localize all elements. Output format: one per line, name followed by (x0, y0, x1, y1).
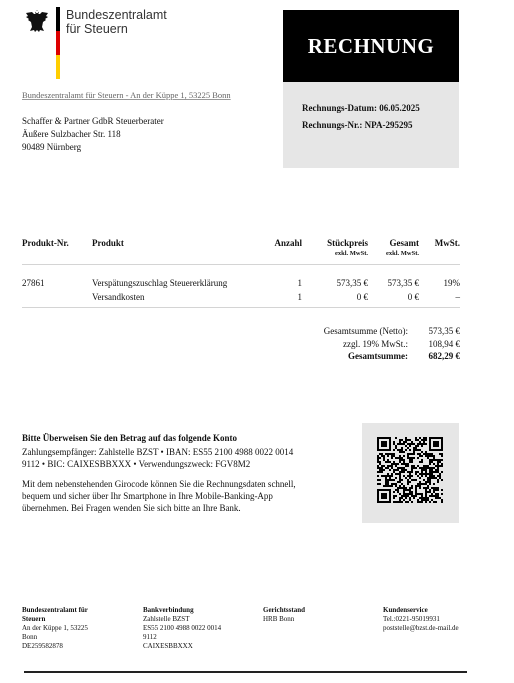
footer-address-title-1: Bundeszentralamt für (22, 606, 88, 614)
organization-name (66, 8, 167, 36)
row1-qty: 1 (297, 278, 302, 288)
row2-unit-price: 0 € (356, 292, 368, 302)
net-total-value: 573,35 € (428, 326, 460, 336)
recipient-line-2: Äußere Sulzbacher Str. 118 (22, 129, 121, 139)
row2-product: Versandkosten (92, 292, 145, 302)
row1-total: 573,35 € (387, 278, 419, 288)
footer-address-line-1: An der Küppe 1, 53225 (22, 624, 88, 632)
girocode-info-line-2: bequem und sicher über Ihr Smartphone in Ihre Mobile-Banking-App (22, 491, 273, 501)
invoice-number: Rechnungs-Nr.: NPA-295295 (302, 120, 413, 130)
gross-total-value: 682,29 € (428, 351, 460, 361)
row1-vat: 19% (443, 278, 460, 288)
girocode-info-line-1: Mit dem nebenstehenden Girocode können Sie die Rechnungsdaten schnell, (22, 479, 296, 489)
footer-court (263, 606, 305, 624)
row2-total: 0 € (407, 292, 419, 302)
footer-service (383, 606, 459, 633)
girocode-info-line-3: übernehmen. Bei Fragen wenden Sie sich bitte an Ihre Bank. (22, 503, 241, 513)
table-bottom-divider (22, 307, 460, 308)
row1-product-nr: 27861 (22, 278, 45, 288)
footer-bank (143, 606, 221, 651)
footer-court-line-1: HRB Bonn (263, 615, 295, 623)
qr-modules (377, 437, 443, 503)
recipient-address (22, 115, 164, 154)
footer-court-title: Gerichtsstand (263, 606, 305, 614)
invoice-title-box (283, 10, 459, 82)
footer-service-email: poststelle@bzst.de-mail.de (383, 624, 459, 632)
row1-product: Verspätungszuschlag Steuererklärung (92, 278, 228, 288)
org-line-2: für Steuern (66, 22, 128, 36)
col-header-total-sub: exkl. MwSt. (385, 250, 419, 257)
col-header-qty: Anzahl (274, 238, 302, 248)
sender-line: Bundeszentralamt für Steuern - An der Küppe 1, 53225 Bonn (22, 90, 231, 100)
invoice-date: Rechnungs-Datum: 06.05.2025 (302, 103, 420, 113)
footer-bank-line-2: ES55 2100 4988 0022 0014 (143, 624, 222, 632)
invoice-title: RECHNUNG (307, 33, 435, 58)
row2-vat: – (455, 292, 460, 302)
footer-service-phone: Tel.:0221-95019931 (383, 615, 440, 623)
row1-unit-price: 573,35 € (336, 278, 368, 288)
footer-service-title: Kundenservice (383, 606, 428, 614)
payment-line-1: Zahlungsempfänger: Zahlstelle BZST • IBAN: ES55 2100 4988 0022 0014 (22, 447, 294, 457)
col-header-vat: MwSt. (434, 238, 460, 248)
net-total-label: Gesamtsumme (Netto): (323, 326, 408, 336)
payment-details (22, 446, 293, 470)
german-flag-bar (56, 7, 60, 79)
col-header-total-label: Gesamt (389, 238, 419, 248)
girocode-info (22, 478, 296, 514)
footer-bank-line-1: Zahlstelle BZST (143, 615, 190, 623)
col-header-unit-price-label: Stückpreis (327, 238, 368, 248)
girocode-qr-image (377, 437, 443, 503)
gross-total-label: Gesamtsumme: (348, 351, 408, 361)
federal-eagle-logo (24, 8, 50, 34)
vat-total-value: 108,94 € (428, 339, 460, 349)
recipient-line-1: Schaffer & Partner GdbR Steuerberater (22, 116, 164, 126)
footer-address (22, 606, 88, 651)
col-header-unit-price (308, 238, 368, 257)
org-line-1: Bundeszentralamt (66, 8, 167, 22)
col-header-product: Produkt (92, 238, 124, 248)
footer-bank-line-3: 9112 (143, 633, 157, 641)
footer-address-title-2: Steuern (22, 615, 46, 623)
footer-vat-id: DE259582878 (22, 642, 63, 650)
row2-qty: 1 (297, 292, 302, 302)
footer-address-line-2: Bonn (22, 633, 38, 641)
payment-heading: Bitte Überweisen Sie den Betrag auf das folgende Konto (22, 433, 237, 443)
col-header-unit-price-sub: exkl. MwSt. (334, 250, 368, 257)
footer-rule (24, 671, 467, 673)
footer-bank-title: Bankverbindung (143, 606, 194, 614)
footer-bank-line-4: CAIXESBBXXX (143, 642, 193, 650)
vat-total-label: zzgl. 19% MwSt.: (343, 339, 408, 349)
payment-line-2: 9112 • BIC: CAIXESBBXXX • Verwendungszweck: FGV8M2 (22, 459, 251, 469)
col-header-total (370, 238, 419, 257)
table-header-divider (22, 264, 460, 265)
recipient-line-3: 90489 Nürnberg (22, 142, 82, 152)
col-header-product-nr: Produkt-Nr. (22, 238, 69, 248)
